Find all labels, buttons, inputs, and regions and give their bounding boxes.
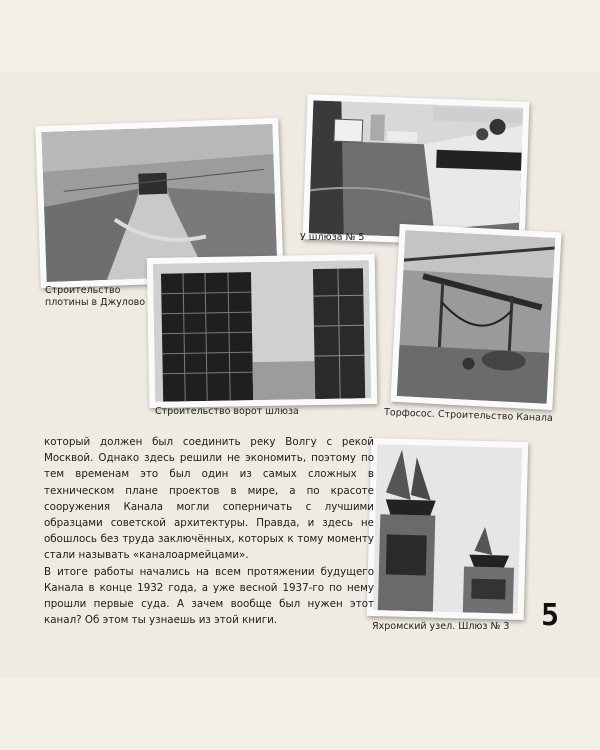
- page-number: 5: [541, 598, 560, 633]
- body-paragraph: В итоге работы начались на всем протяжении будущего Канала в конце 1932 года, а уже весной 1937-го по нему прошли первые суда. А зачем вообще был нужен этот канал? Об этом ты узнаешь из этой книги.: [44, 565, 374, 627]
- caption-line: Яхромский узел. Шлюз № 3: [372, 621, 510, 632]
- photo-yakhroma: [367, 438, 529, 620]
- photo-lock-gates: [147, 254, 378, 408]
- caption-dam-construction: [45, 285, 145, 309]
- caption-lock-gates: [155, 406, 299, 418]
- yakhroma-image: [373, 444, 522, 614]
- caption-line: Строительство: [45, 285, 121, 296]
- caption-line: Строительство ворот шлюза: [155, 406, 299, 417]
- caption-torfosos: [384, 407, 553, 425]
- book-page: [0, 72, 600, 677]
- torfosos-image: [397, 230, 555, 404]
- caption-yakhroma: [372, 621, 509, 633]
- body-text: [44, 434, 374, 628]
- caption-lock-5: [300, 232, 364, 244]
- lock-5-image: [309, 100, 524, 240]
- body-paragraph: который должен был соединить реку Волгу с рекой Москвой. Однако здесь решили не экономить, поэтому по тем временам это был один из самых сложных в техническом плане проектов в мире, а по красоте сооружения Канала могли соперничать с лучшими образцами советской архитектуры. Правда, и здесь не обошлось без труда заключённых, которых к тому моменту стали называть «каналоармейцами».: [44, 436, 374, 562]
- lock-gates-image: [153, 260, 371, 402]
- photo-torfosos: [390, 224, 561, 410]
- caption-line: У шлюза № 5: [300, 232, 365, 243]
- caption-line: Торфосос. Строительство Канала: [383, 407, 553, 424]
- caption-line: плотины в Джулово: [45, 297, 146, 308]
